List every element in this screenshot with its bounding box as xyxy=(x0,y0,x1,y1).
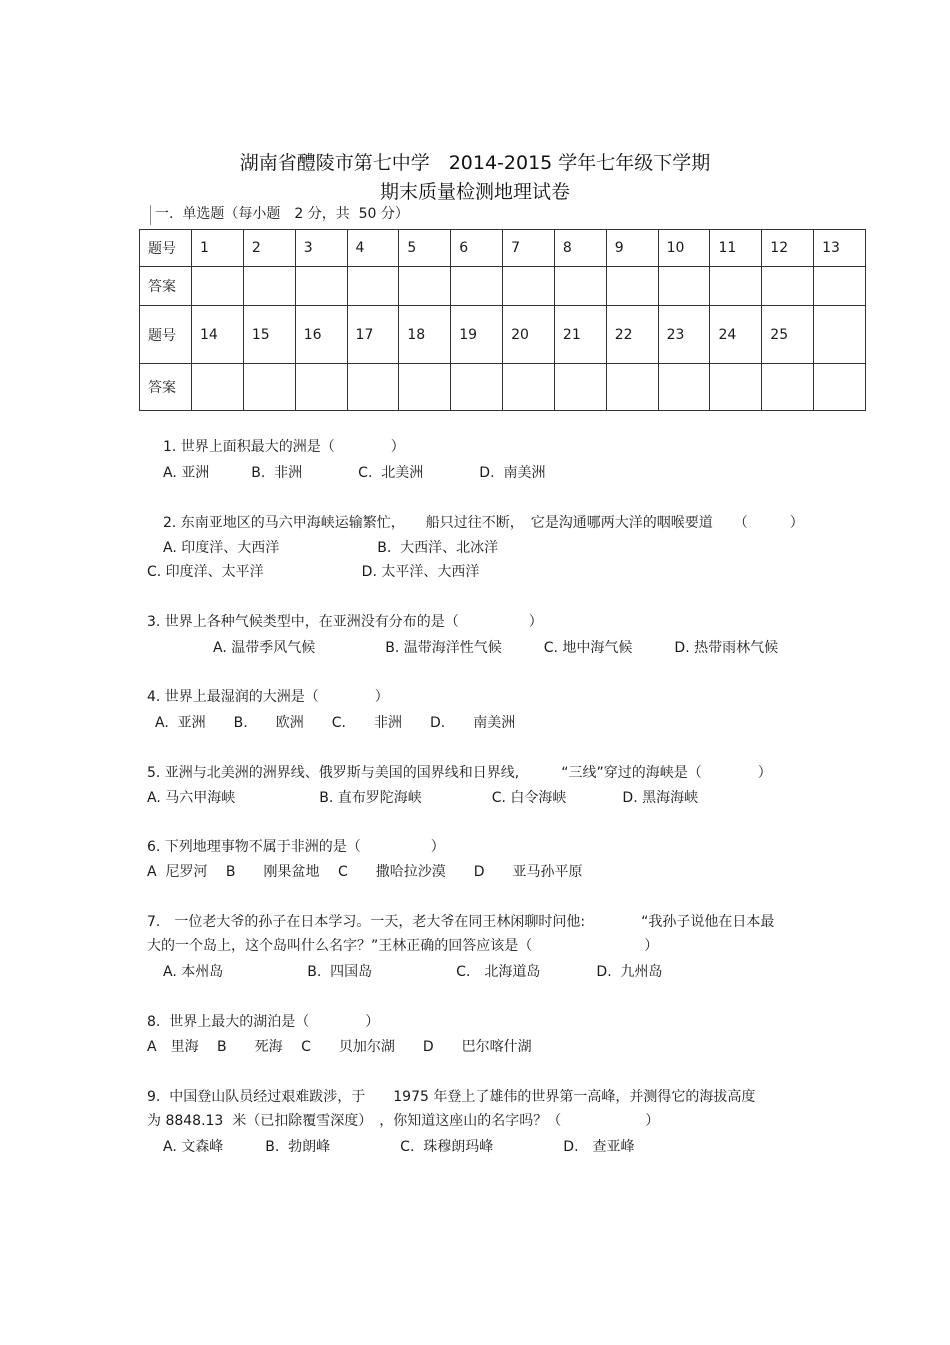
question-1-options: A. 亚洲 B. 非洲 C. 北美洲 D. 南美洲 xyxy=(163,465,546,481)
question-2-stem: 2. 东南亚地区的马六甲海峡运输繁忙， 船只过往不断， 它是沟通哪两大洋的咽喉要道 （ ） xyxy=(163,515,804,531)
answer-cell[interactable] xyxy=(814,364,866,411)
answer-cell[interactable] xyxy=(710,364,762,411)
question-2-options-ab: A. 印度洋、大西洋 B. 大西洋、北冰洋 xyxy=(163,540,499,556)
table-row xyxy=(140,267,866,306)
question-6-stem: 6. 下列地理事物不属于非洲的是（ ） xyxy=(147,839,445,855)
question-3-options: A. 温带季风气候 B. 温带海洋性气候 C. 地中海气候 D. 热带雨林气候 xyxy=(213,640,779,656)
answer-grid xyxy=(139,229,866,411)
answer-cell[interactable] xyxy=(192,364,244,411)
question-3-stem: 3. 世界上各种气候类型中，在亚洲没有分布的是（ ） xyxy=(147,614,543,630)
question-number: 19 xyxy=(451,306,503,364)
question-number: 2 xyxy=(243,230,295,267)
question-5-stem: 5. 亚洲与北美洲的洲界线、俄罗斯与美国的国界线和日界线, “三线”穿过的海峡是（ ） xyxy=(147,765,772,781)
question-9-stem-line1: 9. 中国登山队员经过艰难跋涉，于 1975 年登上了雄伟的世界第一高峰，并测得它的海拔高度 xyxy=(147,1089,756,1105)
answer-cell[interactable] xyxy=(347,364,399,411)
answer-cell[interactable] xyxy=(451,267,503,306)
question-number: 5 xyxy=(399,230,451,267)
row-label: 题号 xyxy=(140,230,192,267)
question-number: 14 xyxy=(192,306,244,364)
answer-cell[interactable] xyxy=(451,364,503,411)
question-number: 21 xyxy=(554,306,606,364)
question-number: 23 xyxy=(658,306,710,364)
answer-cell[interactable] xyxy=(606,364,658,411)
answer-cell[interactable] xyxy=(399,267,451,306)
question-number: 18 xyxy=(399,306,451,364)
question-8-stem: 8. 世界上最大的湖泊是（ ） xyxy=(147,1014,380,1030)
row-label: 答案 xyxy=(140,364,192,411)
question-number: 15 xyxy=(243,306,295,364)
question-9-options: A. 文森峰 B. 勃朗峰 C. 珠穆朗玛峰 D. 查亚峰 xyxy=(163,1139,635,1155)
question-4-options: A. 亚洲 B. 欧洲 C. 非洲 D. 南美洲 xyxy=(155,715,516,731)
answer-cell[interactable] xyxy=(503,364,555,411)
question-number: 6 xyxy=(451,230,503,267)
question-number: 17 xyxy=(347,306,399,364)
question-4-stem: 4. 世界上最湿润的大洲是（ ） xyxy=(147,689,389,705)
question-number: 4 xyxy=(347,230,399,267)
question-number xyxy=(814,306,866,364)
question-number: 3 xyxy=(295,230,347,267)
answer-cell[interactable] xyxy=(243,267,295,306)
table-row xyxy=(140,364,866,411)
question-8-options: A 里海 B 死海 C 贝加尔湖 D 巴尔喀什湖 xyxy=(147,1039,532,1055)
answer-cell[interactable] xyxy=(554,267,606,306)
answer-cell[interactable] xyxy=(814,267,866,306)
question-number: 25 xyxy=(762,306,814,364)
question-number: 7 xyxy=(503,230,555,267)
table-row xyxy=(140,230,866,267)
question-number: 13 xyxy=(814,230,866,267)
answer-cell[interactable] xyxy=(192,267,244,306)
question-1-stem: 1. 世界上面积最大的洲是（ ） xyxy=(163,439,405,455)
answer-cell[interactable] xyxy=(243,364,295,411)
question-number: 11 xyxy=(710,230,762,267)
exam-title-line2: 期末质量检测地理试卷 xyxy=(379,181,570,203)
question-9-stem-line2: 为 8848.13 米（已扣除覆雪深度） ，你知道这座山的名字吗？（ ） xyxy=(147,1113,660,1129)
answer-cell[interactable] xyxy=(295,364,347,411)
answer-cell[interactable] xyxy=(658,267,710,306)
question-number: 8 xyxy=(554,230,606,267)
question-7-options: A. 本州岛 B. 四国岛 C. 北海道岛 D. 九州岛 xyxy=(163,964,663,980)
question-number: 10 xyxy=(658,230,710,267)
question-5-options: A. 马六甲海峡 B. 直布罗陀海峡 C. 白令海峡 D. 黑海海峡 xyxy=(147,790,699,806)
question-number: 1 xyxy=(192,230,244,267)
answer-cell[interactable] xyxy=(347,267,399,306)
question-number: 12 xyxy=(762,230,814,267)
question-number: 20 xyxy=(503,306,555,364)
answer-cell[interactable] xyxy=(762,267,814,306)
question-number: 24 xyxy=(710,306,762,364)
answer-cell[interactable] xyxy=(710,267,762,306)
table-row xyxy=(140,306,866,364)
answer-cell[interactable] xyxy=(762,364,814,411)
question-number: 16 xyxy=(295,306,347,364)
question-2-options-cd: C. 印度洋、太平洋 D. 太平洋、大西洋 xyxy=(147,564,480,580)
answer-cell[interactable] xyxy=(503,267,555,306)
question-6-options: A 尼罗河 B 刚果盆地 C 撒哈拉沙漠 D 亚马孙平原 xyxy=(147,864,583,880)
question-number: 22 xyxy=(606,306,658,364)
answer-cell[interactable] xyxy=(554,364,606,411)
row-label: 答案 xyxy=(140,267,192,306)
row-label: 题号 xyxy=(140,306,192,364)
answer-cell[interactable] xyxy=(399,364,451,411)
answer-cell[interactable] xyxy=(606,267,658,306)
section-heading: 一. 单选题（每小题 2 分，共 50 分） xyxy=(150,205,409,225)
question-7-stem-line1: 7. 一位老大爷的孙子在日本学习。一天，老大爷在同王林闲聊时问他: “我孙子说他在日本最 xyxy=(147,914,775,930)
question-7-stem-line2: 大的一个岛上，这个岛叫什么名字？”王林正确的回答应该是（ ） xyxy=(147,938,659,954)
answer-cell[interactable] xyxy=(658,364,710,411)
question-number: 9 xyxy=(606,230,658,267)
answer-cell[interactable] xyxy=(295,267,347,306)
exam-title-line1: 湖南省醴陵市第七中学 2014-2015 学年七年级下学期 xyxy=(239,152,711,174)
